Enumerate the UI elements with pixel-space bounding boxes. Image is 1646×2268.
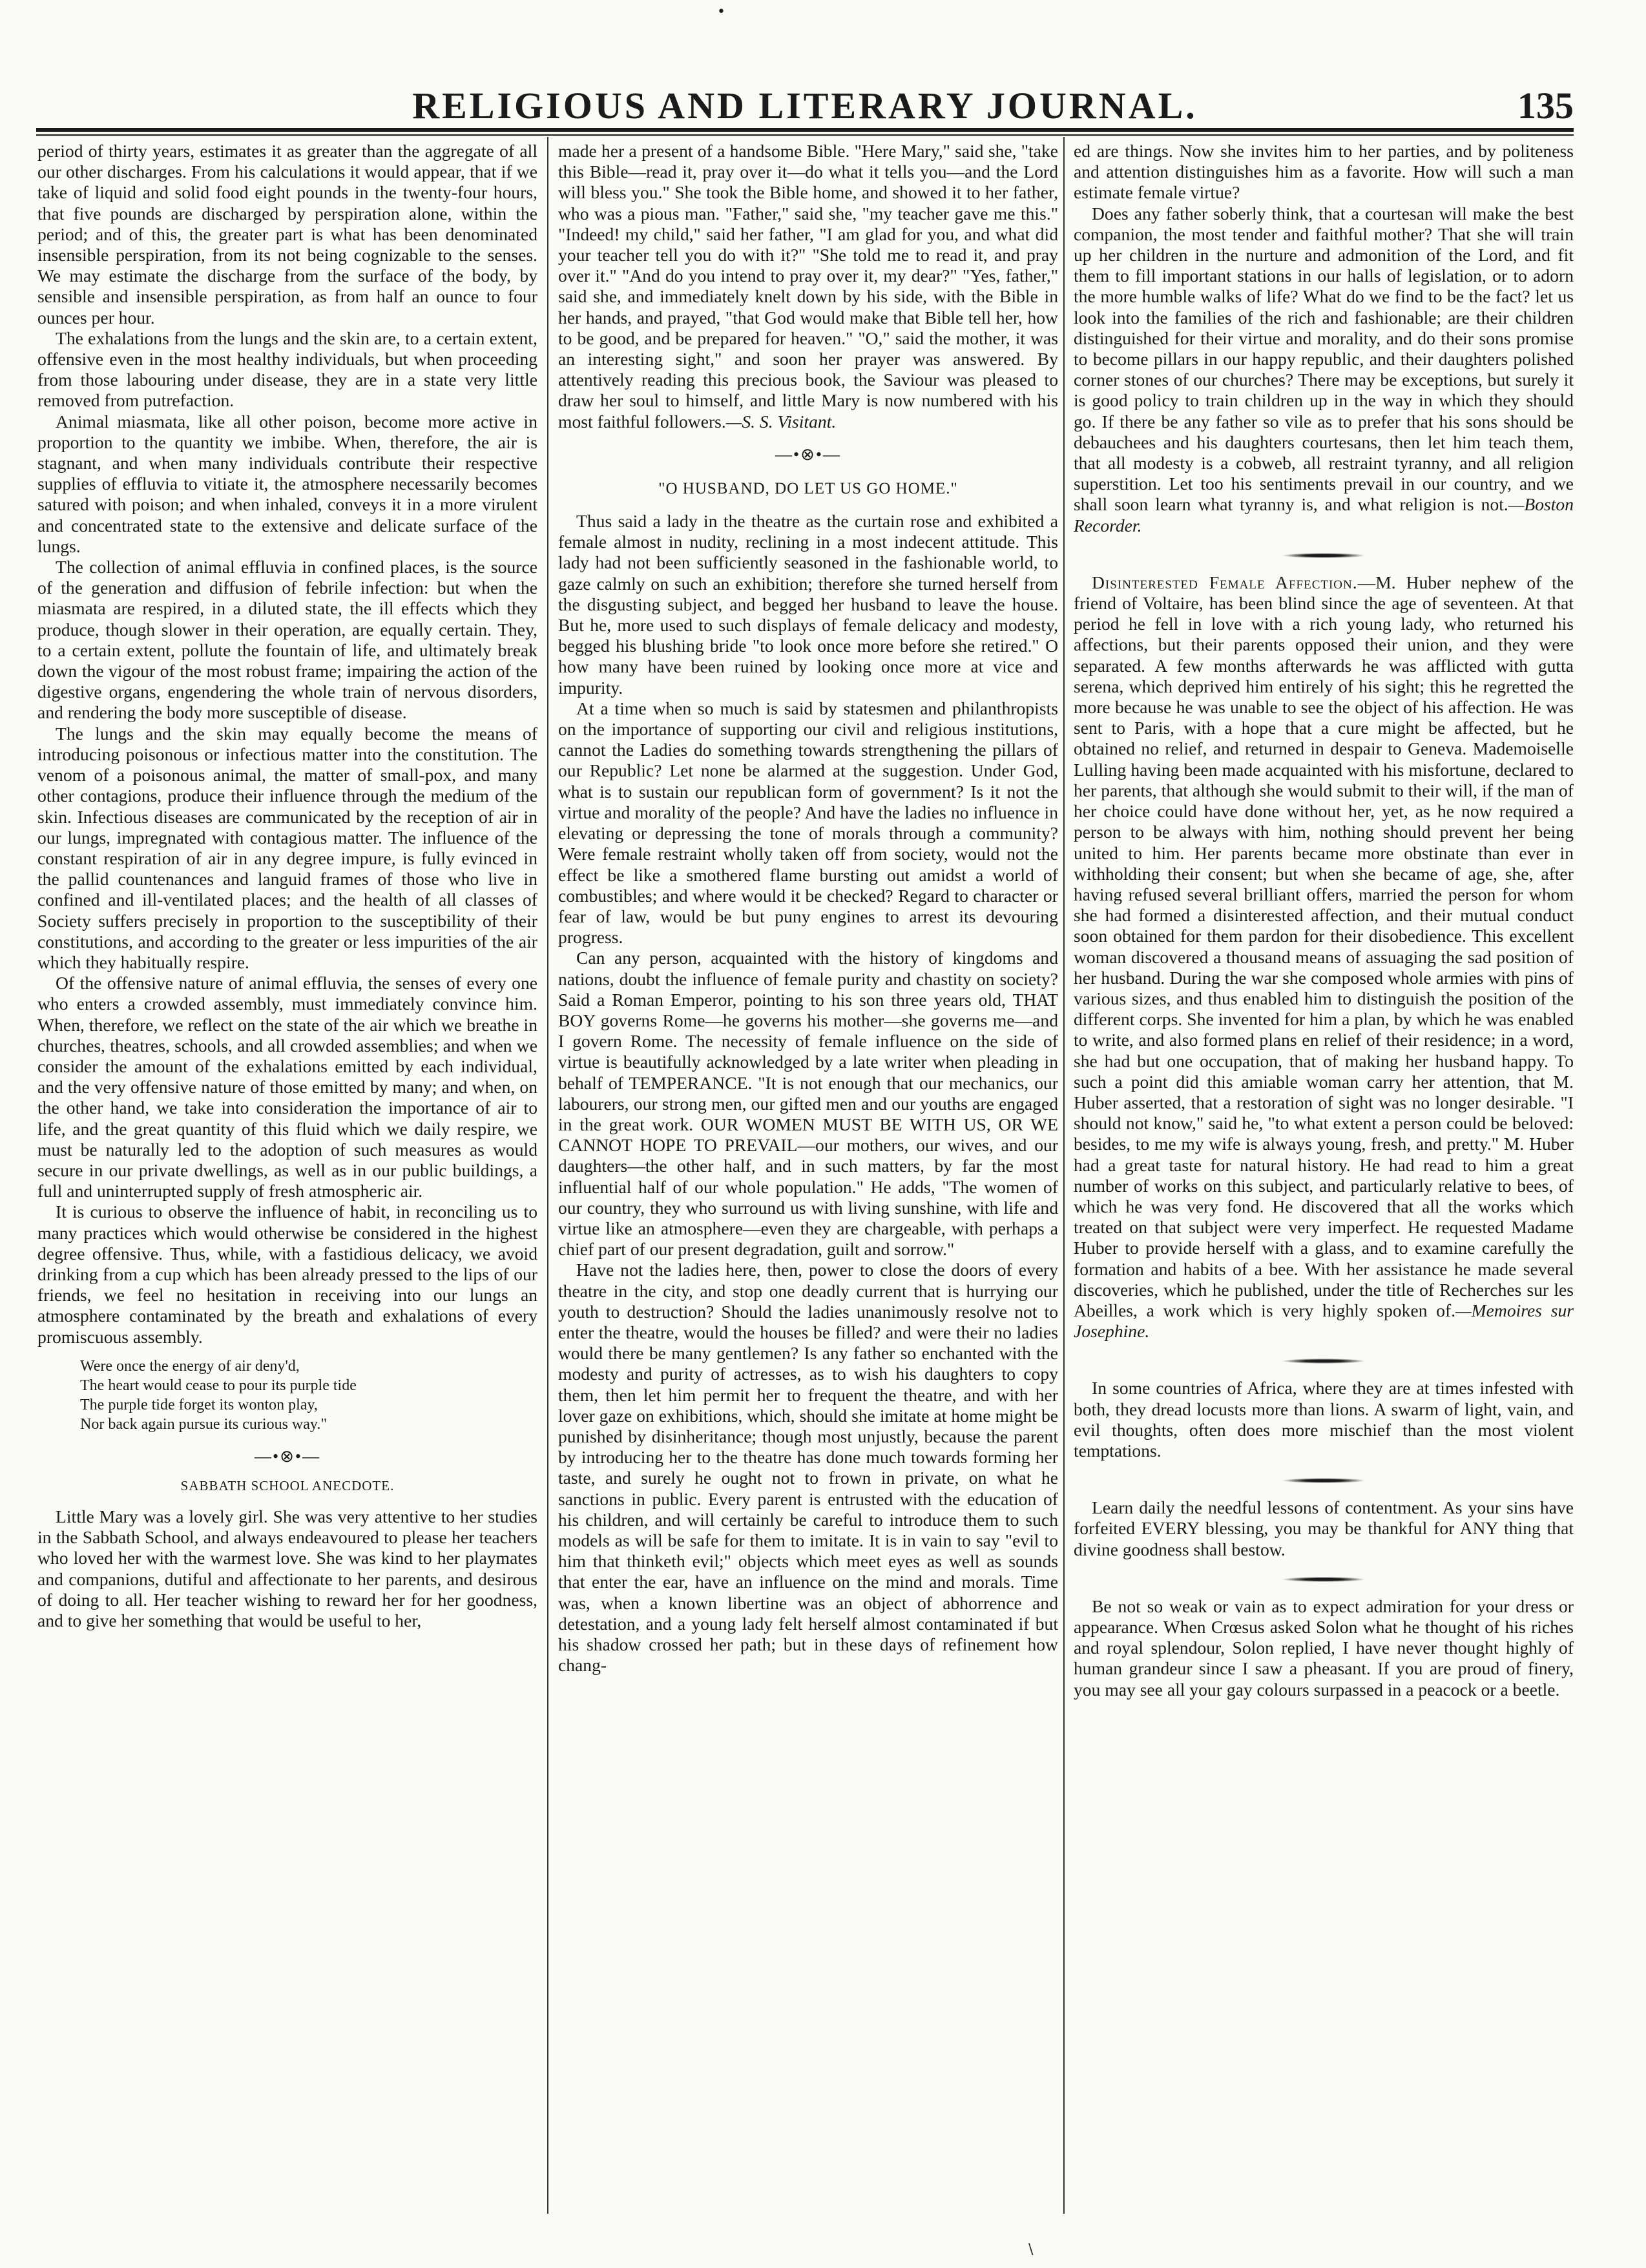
article-lead: Disinterested Female Affection. bbox=[1092, 572, 1358, 592]
paragraph: It is curious to observe the influence of habit, in reconciling us to many practices which would otherwise be considered in the highest degree offensive. Thus, while, with a fastidious delicacy, we avoid drinking from a cup which has been already pressed to the lips of our friends, we feel no hesitation in receiving into our lungs an atmosphere contaminated by the breath and exhalations of every promiscuous assembly. bbox=[37, 1202, 537, 1347]
paragraph bbox=[1074, 572, 1574, 1342]
column-divider-2 bbox=[1063, 137, 1065, 2214]
article-title: "O HUSBAND, DO LET US GO HOME." bbox=[658, 479, 958, 497]
ornament-divider: —•⊗•— bbox=[255, 1446, 320, 1466]
poem-line: Were once the energy of air deny'd, bbox=[80, 1357, 300, 1375]
print-speck: \ bbox=[1028, 2242, 1034, 2258]
paragraph-text: Does any father soberly think, that a courtesan will make the best companion, the most tender and faithful mother? That she will train up her children in the nurture and admonition of the Lord, and fit them to fill important stations in our halls of legislation, or to adorn the more humble walks of life? What do we find to be the fact? let us look into the families of the rich and fashionable; are their children distinguished for their virtue and morality, and do their sons promise to become pillars in our happy republic, and their daughters polished corner stones of our churches? There may be exceptions, but surely it is good policy to train children up in the way in which they should go. If there be any father so vile as to prefer that his sons should be debauchees and his daughters courtesans, then let him teach them, that all modesty is a cobweb, all restraint tyranny, and all religion superstition. Let too his sentiments prevail in our country, and we shall soon learn what tyranny is, and what religion is not. bbox=[1074, 203, 1574, 515]
paragraph: Animal miasmata, like all other poison, become more active in proportion to the quantity we imbibe. When, therefore, the air is stagnant, and when many individuals contribute their respective supplies of effluvia to vitiate it, the atmosphere necessarily becomes satured with poison; and when inhaled, conveys it in a more virulent and concentrated state to the extensive and delicate surface of the lungs. bbox=[37, 411, 537, 556]
page-header bbox=[36, 83, 1574, 129]
paragraph: Have not the ladies here, then, power to close the doors of every theatre in the city, and stop one deadly current that is hurrying our youth to destruction? Should the ladies unanimously resolve not to enter the theatre, would the houses be filled? and were their no ladies would there be many gentlemen? Is any father so enchanted with the modesty and purity of actresses, as to wish his daughters to copy them, then let him permit her to frequent the theatre, and with her lover gaze on exhibitions, which, should she imitate at home might be punished by disinheritance; though most unjustly, because the parent by introducing her to the theatre has done much towards forming her taste, and surely he ought not to frown in private, on what he sanctions in public. Every parent is entrusted with the education of his children, and will certainly be careful to introduce them to such models as will be safe for them to imitate. It is in vain to say "evil to him that thinketh evil;" objects which meet eyes as well as sounds that enter the ear, have an influence on the mind and morals. Time was, when a known libertine was an object of abhorrence and detestation, and a young lady felt herself almost contaminated if but his shadow crossed her path; but in these days of refinement how chang- bbox=[558, 1260, 1058, 1676]
paragraph-text: made her a present of a handsome Bible. "Here Mary," said she, "take this Bible—read it, pray over it—do what it tells you—and the Lord will bless you." She took the Bible home, and showed it to her father, who was a pious man. "Father," said she, "my teacher gave me this." "Indeed! my child," said her father, "I am glad for you, and what did your teacher tell you do with it?" "She told me to read it, and pray over it." "And do you intend to pray over it, my dear?" "Yes, father," said she, and immediately knelt down by his side, with the Bible in her hands, and prayed, "that God would make that Bible tell her, how to be good, and be prepared for heaven." "O," said the mother, it was an interesting sight," and soon her prayer was answered. By attentively reading this precious book, the Saviour was pleased to draw her soul to himself, and little Mary is now numbered with his most faithful followers. bbox=[558, 141, 1058, 432]
header-rule-thin bbox=[36, 134, 1574, 136]
source-signature: —S. S. Visitant. bbox=[725, 411, 837, 432]
paragraph bbox=[1074, 203, 1574, 536]
paragraph: Of the offensive nature of animal effluvia, the senses of every one who enters a crowded assembly, must immediately convince him. When, therefore, we reflect on the state of the air which we breathe in churches, theatres, schools, and all crowded assemblies; and when we consider the amount of the exhalations emitted by each individual, and the very offensive nature of those emitted by many; and when, on the other hand, we take into consideration the importance of air to life, and the great quantity of this fluid which we daily respire, we must be naturally led to the adoption of such measures as would secure in our private dwellings, as well as in our public buildings, a full and uninterrupted supply of fresh atmospheric air. bbox=[37, 973, 537, 1202]
paragraph: The lungs and the skin may equally become the means of introducing poisonous or infectious matter into the constitution. The venom of a poisonous animal, the matter of small-pox, and many other contagions, produce their influence through the medium of the skin. Infectious diseases are communicated by the reception of air in our lungs, impregnated with contagious matter. The influence of the constant respiration of air in any degree impure, is fully evinced in the pallid countenances and languid frames of those who live in confined and ill-ventilated places; and the health of all classes of Society suffers precisely in proportion to the susceptibility of their constitutions, and according to the greater or less impurities of the air which they habitually respire. bbox=[37, 723, 537, 972]
poem-line: The heart would cease to pour its purple tide bbox=[80, 1377, 357, 1394]
print-speck: • bbox=[717, 4, 725, 20]
paragraph: Thus said a lady in the theatre as the curtain rose and exhibited a female almost in nudity, reclining in a most indecent attitude. This lady had not been sufficiently seasoned in the fashionable world, to gaze calmly on such an exhibition; therefore she turned herself from the disgusting subject, and begged her husband to leave the house. But he, more used to such displays of female delicacy and modesty, begged his blushing bride "to look once more before she retired." O how many have been ruined by looking once more at vice and impurity. bbox=[558, 511, 1058, 698]
paragraph bbox=[558, 141, 1058, 432]
column-1 bbox=[37, 141, 537, 2211]
paragraph: ed are things. Now she invites him to her parties, and by politeness and attention distinguishes him as a favorite. How will such a man estimate female virtue? bbox=[1074, 141, 1574, 203]
paragraph: In some countries of Africa, where they are at times infested with both, they dread locusts more than lions. A swarm of light, vain, and evil thoughts, often does more mischief than the most violent temptations. bbox=[1074, 1378, 1574, 1461]
poem bbox=[80, 1357, 537, 1434]
section-rule bbox=[1282, 1577, 1366, 1582]
paragraph: Little Mary was a lovely girl. She was very attentive to her studies in the Sabbath School, and always endeavoured to please her teachers who loved her with the warmest love. She was kind to her playmates and companions, dutiful and affectionate to her parents, and desirous of doing to all. Her teacher wishing to reward her for her goodness, and to give her something that would be useful to her, bbox=[37, 1506, 537, 1630]
source-signature: —Boston Recorder. bbox=[1074, 494, 1574, 536]
page-number: 135 bbox=[1517, 85, 1574, 127]
running-title: RELIGIOUS AND LITERARY JOURNAL. bbox=[412, 85, 1198, 127]
paragraph: The exhalations from the lungs and the skin are, to a certain extent, offensive even in the most healthy individuals, but when proceeding from those labouring under disease, they are in a state very little removed from putrefaction. bbox=[37, 328, 537, 411]
section-rule bbox=[1282, 1358, 1366, 1364]
paragraph: period of thirty years, estimates it as greater than the aggregate of all our other discharges. From his calculations it would appear, that if we take of liquid and solid food eight pounds in the twenty-four hours, that five pounds are discharged by perspiration alone, within the period; and of this, the greater part is what has been denominated insensible perspiration, from its not being cognizable to the senses. We may estimate the discharge from the surface of the body, by sensible and insensible perspiration, as from half an ounce to four ounces per hour. bbox=[37, 141, 537, 328]
source-signature: —Memoires sur Josephine. bbox=[1074, 1300, 1574, 1342]
column-divider-1 bbox=[547, 137, 548, 2214]
paragraph: The collection of animal effluvia in confined places, is the source of the generation and diffusion of febrile infection: but when the miasmata are respired, in a diluted state, the ill effects which they produce, though slower in their operation, are equally certain. They, to a certain extent, pollute the fountain of life, and ultimately break down the vigour of the most robust frame; impairing the action of the digestive organs, engendering the whole train of nervous disorders, and rendering the body more susceptible of disease. bbox=[37, 557, 537, 723]
paragraph-text: —M. Huber nephew of the friend of Voltaire, has been blind since the age of seventeen. At that period he fell in love with a rich young lady, who returned his affections, but their parents opposed their union, and they were separated. A few months afterwards he was afflicted with gutta serena, which deprived him entirely of his sight; this he regretted the more because he was unable to see the object of his affection. He was sent to Paris, with a hope that a cure might be affected, but he obtained no relief, and returned in despair to Geneva. Mademoiselle Lulling having been made acquainted with his misfortune, declared to her parents, that although she would submit to their will, if the man of her choice could have done without her, yet, as he now required a person to be always with him, nothing should prevent her being united to him. Her parents became more obstinate than ever in withholding their consent; but when she became of age, she, after having refused several brilliant offers, married the person for whom she had formed a disinterested affection, and their mutual conduct soon obtained for them pardon for their disobedience. This excellent woman discovered a thousand means of assuaging the sad position of her husband. During the war she composed whole armies with pins of various sizes, and thus enabled him to distinguish the position of the different corps. She invented for him a plan, by which he was enabled to write, and also formed plans en relief of their residence; in a word, she had but one occupation, that of making her husband happy. To such a point did this amiable woman carry her attention, that M. Huber asserted, that a restoration of sight was no longer desirable. "I should not know," said he, "to what extent a person could be beloved: besides, to me my wife is always young, fresh, and pretty." M. Huber had a great taste for natural history. He had read to him a great number of works on this subject, and particularly relative to bees, of which he was very fond. He discovered that all the works which treated on that subject were very imperfect. He requested Madame Huber to provide herself with a glass, and to examine carefully the formation and habits of a bee. With her assistance he made several discoveries, which he published, under the title of Recherches sur les Abeilles, a work which is very highly spoken of. bbox=[1074, 572, 1574, 1320]
section-rule bbox=[1282, 553, 1366, 558]
paragraph: Can any person, acquainted with the history of kingdoms and nations, doubt the influence of female purity and chastity on society? Said a Roman Emperor, pointing to his son three years old, THAT BOY governs Rome—he governs his mother—she governs me—and I govern Rome. The necessity of female influence on the side of virtue is beautifully acknowledged by a late writer when pleading in behalf of TEMPERANCE. "It is not enough that our mechanics, our labourers, our strong men, our gifted men and our youths are engaged in the great work. OUR WOMEN MUST BE WITH US, OR WE CANNOT HOPE TO PREVAIL—our mothers, our wives, and our daughters—the other half, and in such matters, by far the most influential half of our whole population." He adds, "The women of our country, they who surround us with living sunshine, with life and virtue like an atmosphere—even they are chargeable, with perhaps a chief part of our present degradation, guilt and sorrow." bbox=[558, 948, 1058, 1260]
paragraph: Learn daily the needful lessons of contentment. As your sins have forfeited EVERY blessing, you may be thankful for ANY thing that divine goodness shall bestow. bbox=[1074, 1497, 1574, 1559]
section-rule bbox=[1282, 1478, 1366, 1483]
paragraph: At a time when so much is said by statesmen and philanthropists on the importance of supporting our civil and religious institutions, cannot the Ladies do something towards strengthening the pillars of our Republic? Let none be alarmed at the suggestion. Under God, what is to sustain our republican form of government? Is it not the virtue and morality of the people? And have the ladies no influence in elevating or depressing the tone of morals through a community? Were female restraint wholly taken off from society, would not the effect be like a smothered flame bursting out amidst a world of combustibles; and where would it be checked? Regard to character or fear of law, would be but puny engines to arrest its devouring progress. bbox=[558, 698, 1058, 948]
ornament-divider: —•⊗•— bbox=[775, 444, 841, 464]
article-title: SABBATH SCHOOL ANECDOTE. bbox=[180, 1477, 395, 1493]
poem-line: Nor back again pursue its curious way." bbox=[80, 1415, 328, 1433]
column-3 bbox=[1074, 141, 1574, 2211]
header-rule-heavy bbox=[36, 128, 1574, 132]
paragraph: Be not so weak or vain as to expect admiration for your dress or appearance. When Crœsus asked Solon what he thought of his riches and royal splendour, Solon replied, I have never thought highly of human grandeur since I saw a pheasant. If you are proud of finery, you may see all your gay colours surpassed in a peacock or a beetle. bbox=[1074, 1596, 1574, 1700]
column-2 bbox=[558, 141, 1058, 2211]
poem-line: The purple tide forget its wonton play, bbox=[80, 1396, 318, 1413]
